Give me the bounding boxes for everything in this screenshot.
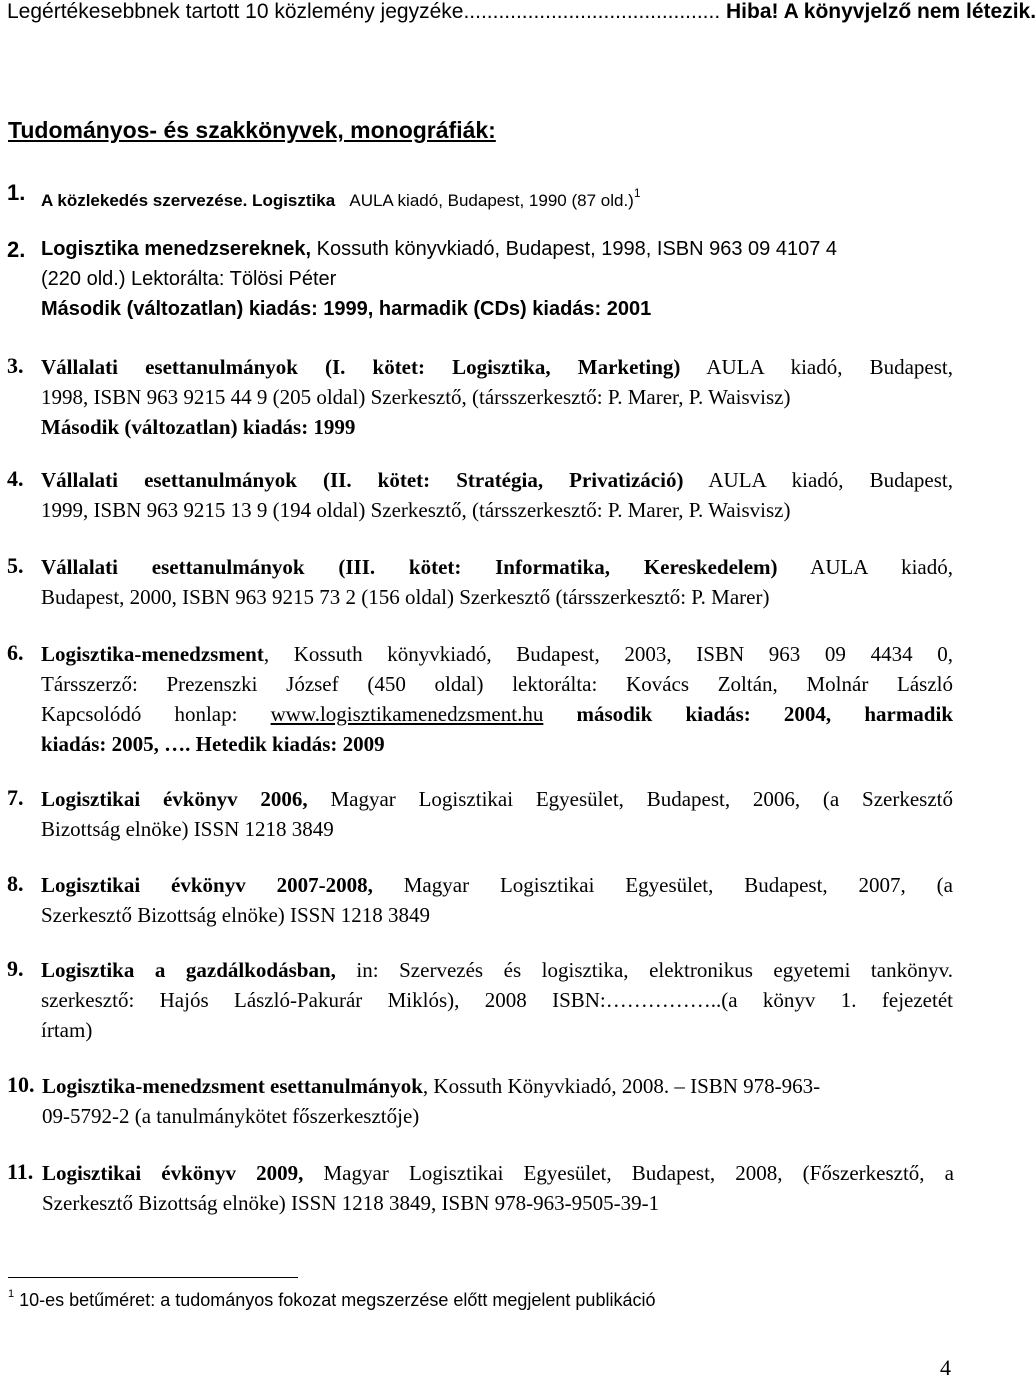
- item-line-2: Budapest, 2000, ISBN 963 9215 73 2 (156 oldal) Szerkesztő (társszerkesztő: P. Marer): [41, 585, 770, 609]
- footnote-mark: 1: [8, 1288, 15, 1300]
- item-line-2-chapter: ……………..(a könyv 1. fejezetét: [605, 988, 953, 1012]
- item-number: 4.: [7, 466, 24, 491]
- item-line-2: Bizottság elnöke) ISSN 1218 3849: [41, 817, 334, 841]
- item-line-3-editions: második kiadás: 2004, harmadik: [543, 702, 954, 726]
- item-line-2: Társszerző: Prezenszki József (450 oldal) lektorálta: Kovács Zoltán, Molnár László: [41, 672, 953, 696]
- footnote-ref: 1: [633, 186, 641, 200]
- item-title: Logisztika a gazdálkodásban,: [41, 958, 336, 982]
- item-number: 11.: [7, 1159, 34, 1184]
- item-number: 8.: [7, 871, 24, 896]
- item-details: AULA kiadó, Budapest, 1990 (87 old.): [349, 191, 634, 210]
- item-details: Magyar Logisztikai Egyesület, Budapest, 2006, (a Szerkesztő: [307, 787, 953, 811]
- item-title: Logisztika-menedzsment esettanulmányok: [42, 1074, 423, 1098]
- item-details: AULA kiadó, Budapest,: [680, 355, 953, 379]
- item-number: 10.: [7, 1072, 35, 1097]
- item-number: 6.: [7, 640, 24, 665]
- item-details: AULA kiadó, Budapest,: [683, 468, 953, 492]
- item-details: , Kossuth könyvkiadó, Budapest, 2003, ISBN 963 09 4434 0,: [263, 642, 953, 666]
- page-number: 4: [940, 1355, 951, 1380]
- footnote-divider: [8, 1277, 298, 1278]
- item-line-2: 09-5792-2 (a tanulmánykötet főszerkesztője): [42, 1104, 420, 1128]
- footnote-text: 10-es betűméret: a tudományos fokozat megszerzése előtt megjelent publikáció: [14, 1290, 656, 1310]
- item-line-3-label: Kapcsolódó honlap:: [41, 702, 271, 726]
- item-title: Logisztikai évkönyv 2007-2008,: [41, 873, 373, 897]
- item-number: 5.: [7, 553, 24, 578]
- item-line-2: 1998, ISBN 963 9215 44 9 (205 oldal) Szerkesztő, (társszerkesztő: P. Marer, P. Waisvisz): [41, 385, 791, 409]
- item-title: Logisztika menedzsereknek,: [41, 238, 312, 260]
- item-line-2: 1999, ISBN 963 9215 13 9 (194 oldal) Szerkesztő, (társszerkesztő: P. Marer, P. Waisvisz): [41, 498, 791, 522]
- item-details: Magyar Logisztikai Egyesület, Budapest, 2007, (a: [372, 873, 953, 897]
- document-header: [7, 0, 1036, 24]
- item-title: Vállalati esettanulmányok (I. kötet: Logisztika, Marketing): [41, 355, 681, 379]
- homepage-link[interactable]: www.logisztikamenedzsment.hu: [270, 702, 544, 726]
- item-line-3: Második (változatlan) kiadás: 1999, harmadik (CDs) kiadás: 2001: [41, 298, 652, 320]
- item-number: 2.: [7, 237, 26, 262]
- item-title: Vállalati esettanulmányok (III. kötet: Informatika, Kereskedelem): [41, 555, 778, 579]
- item-title: A közlekedés szervezése. Logisztika: [41, 191, 336, 210]
- item-line-4: kiadás: 2005, …. Hetedik kiadás: 2009: [41, 732, 385, 756]
- header-dots: ............................................: [463, 0, 721, 23]
- footnote: [8, 1288, 655, 1311]
- bookmark-error: Hiba! A könyvjelző nem létezik.: [726, 0, 1036, 23]
- item-title: Logisztikai évkönyv 2006,: [41, 787, 308, 811]
- item-details: in: Szervezés és logisztika, elektronikus egyetemi tankönyv.: [335, 958, 953, 982]
- item-details: Kossuth könyvkiadó, Budapest, 1998, ISBN 963 09 4107 4: [311, 238, 838, 260]
- item-line-3: Második (változatlan) kiadás: 1999: [41, 415, 356, 439]
- item-number: 9.: [7, 956, 24, 981]
- item-number: 3.: [7, 353, 24, 378]
- item-line-2: Szerkesztő Bizottság elnöke) ISSN 1218 3849: [41, 903, 431, 927]
- item-title: Vállalati esettanulmányok (II. kötet: Stratégia, Privatizáció): [41, 468, 684, 492]
- item-line-2: Szerkesztő Bizottság elnöke) ISSN 1218 3849, ISBN 978-963-9505-39-1: [42, 1191, 660, 1215]
- item-line-3: írtam): [41, 1018, 93, 1042]
- section-title: Tudományos- és szakkönyvek, monográfiák:: [8, 117, 496, 143]
- header-text: Legértékesebbnek tartott 10 közlemény jegyzéke: [7, 0, 464, 23]
- item-line-2: (220 old.) Lektorálta: Tölösi Péter: [41, 268, 337, 290]
- item-details: Magyar Logisztikai Egyesület, Budapest, 2008, (Főszerkesztő, a: [303, 1161, 954, 1185]
- item-line-2-editors: szerkesztő: Hajós László-Pakurár Miklós), 2008 ISBN:: [41, 988, 606, 1012]
- item-title: Logisztika-menedzsment: [41, 642, 264, 666]
- item-title: Logisztikai évkönyv 2009,: [42, 1161, 304, 1185]
- item-details: AULA kiadó,: [777, 555, 953, 579]
- item-number: 1.: [7, 180, 26, 205]
- item-number: 7.: [7, 785, 24, 810]
- item-details: , Kossuth Könyvkiadó, 2008. – ISBN 978-963-: [422, 1074, 821, 1098]
